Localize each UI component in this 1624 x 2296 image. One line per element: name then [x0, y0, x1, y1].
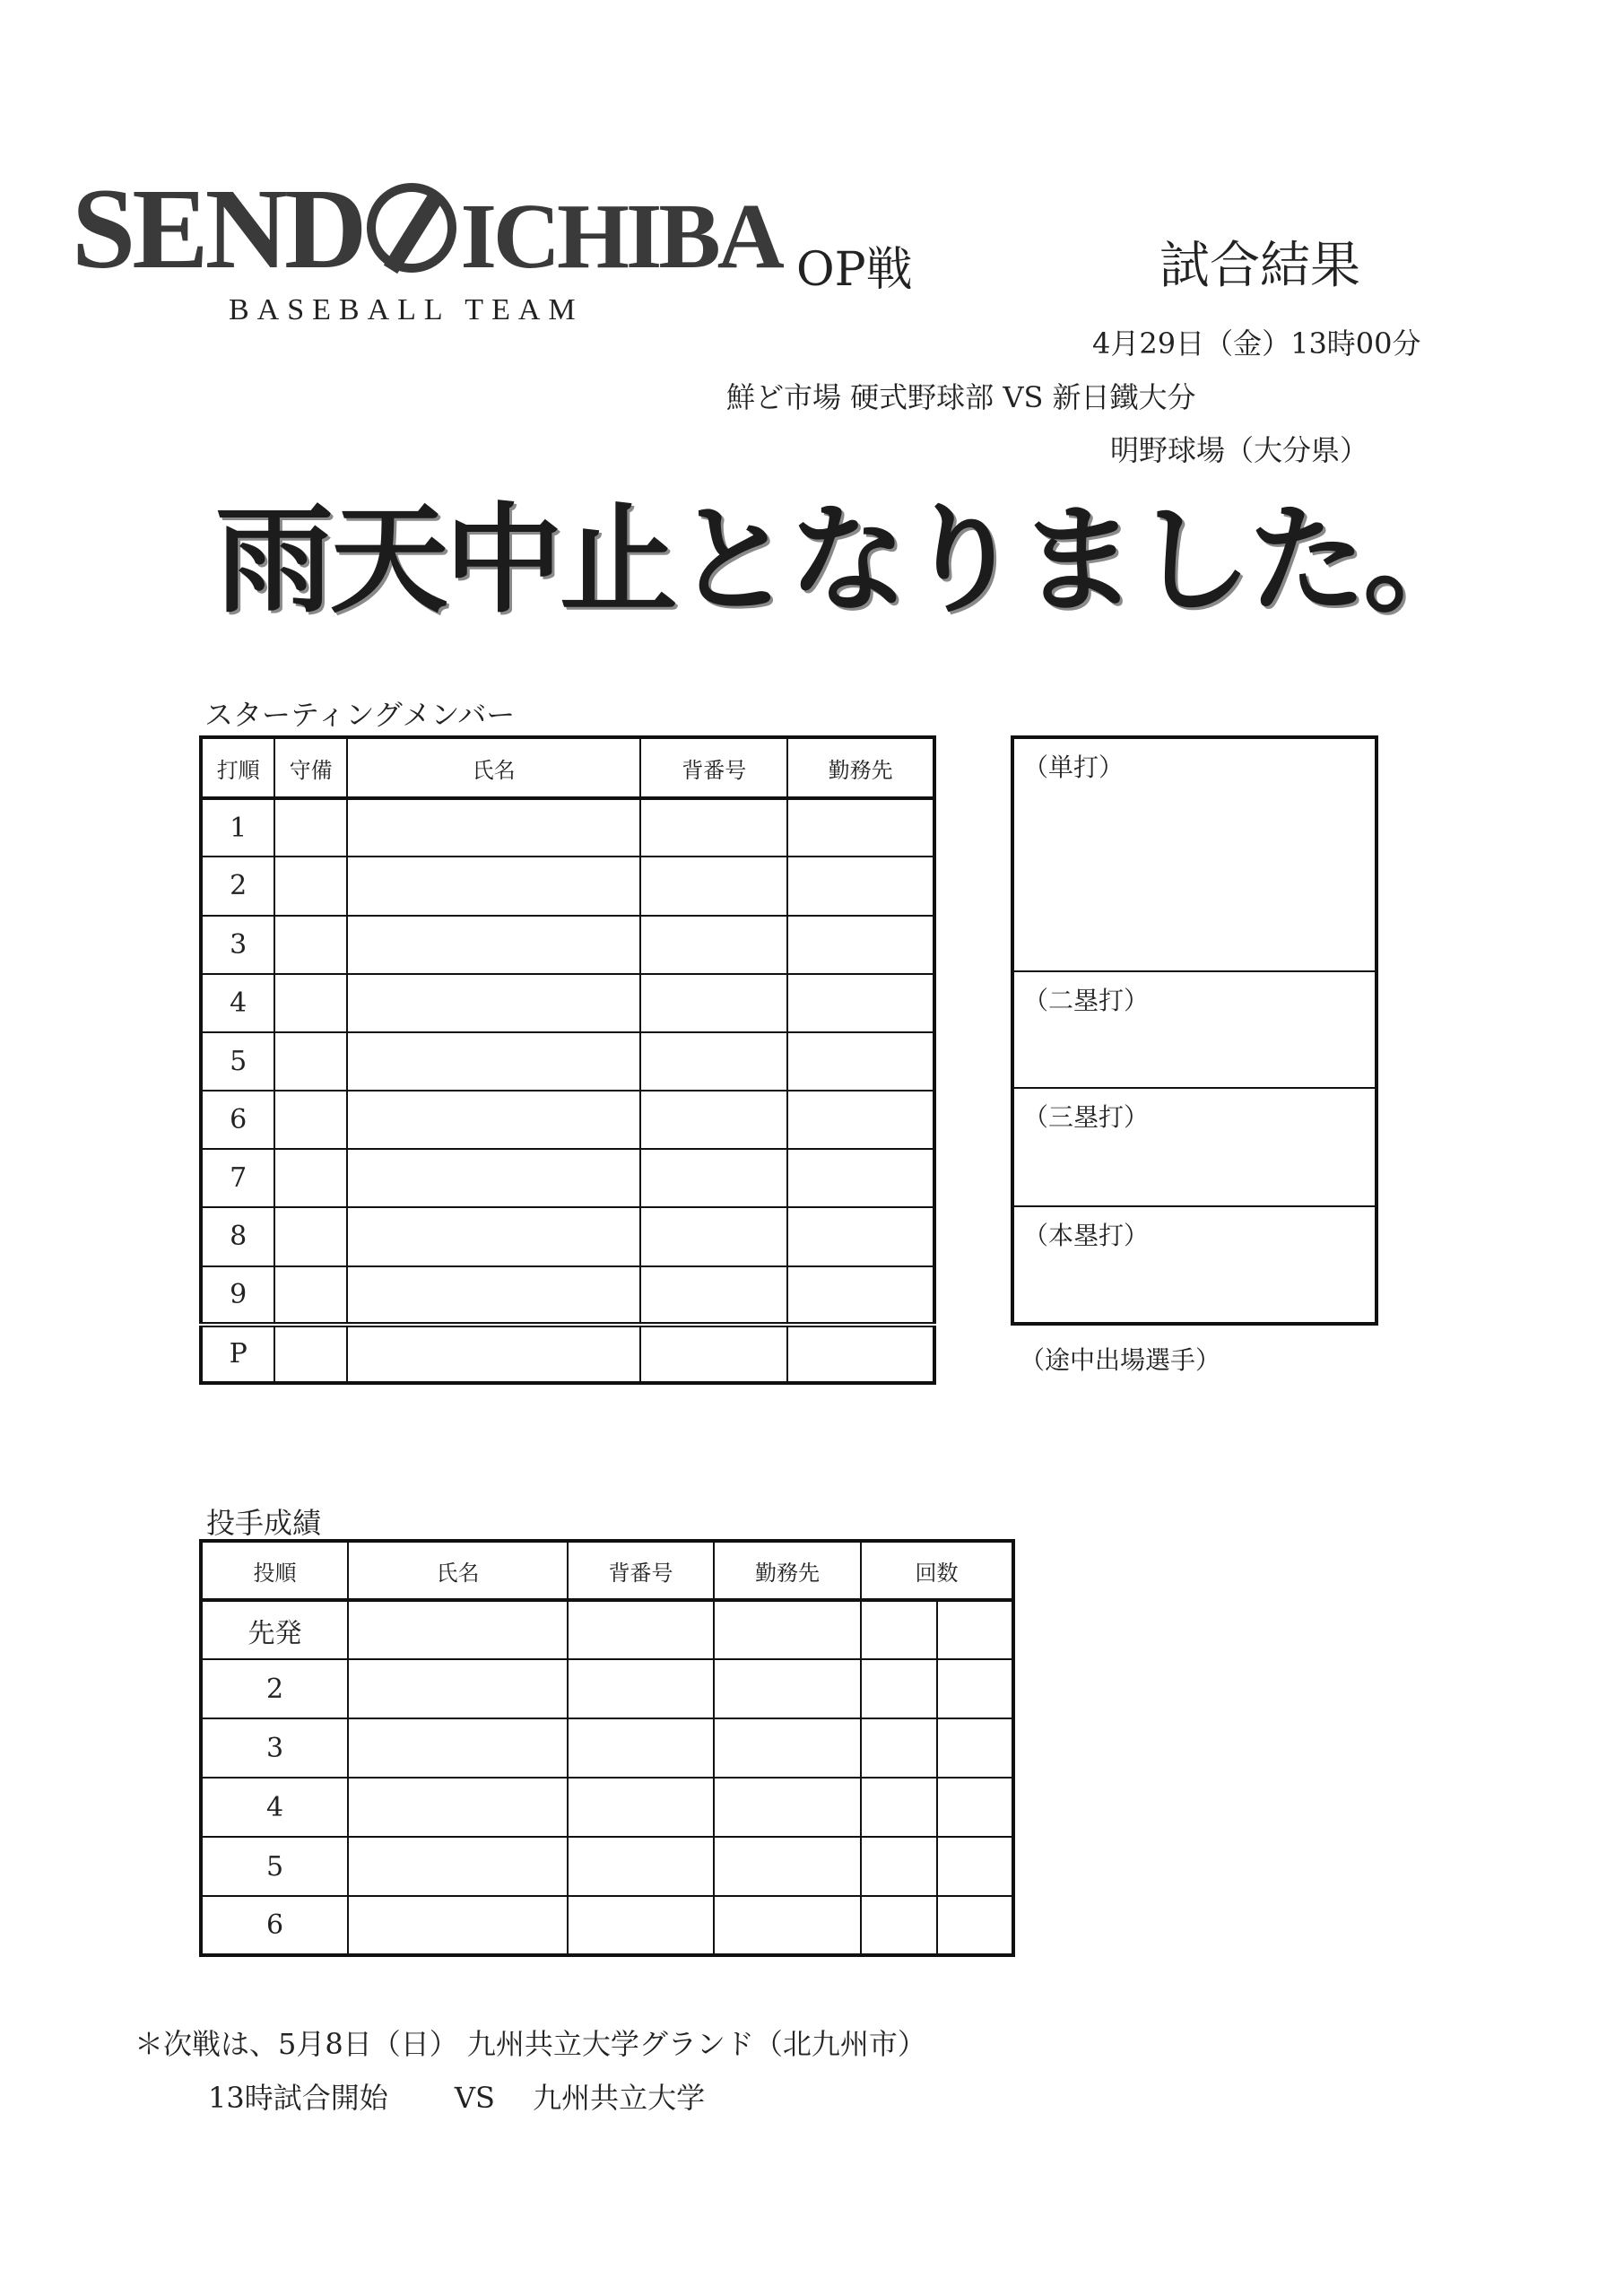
pitching-order: 6: [201, 1896, 348, 1955]
game-type: OP戦: [796, 243, 913, 297]
name-cell: [348, 1778, 568, 1837]
page-title: 試合結果: [1159, 237, 1360, 295]
game-matchup: 鮮ど市場 硬式野球部 VS 新日鐵大分: [726, 380, 1196, 414]
uniform-number-cell: [640, 916, 787, 974]
workplace-cell: [787, 857, 934, 915]
workplace-cell: [787, 974, 934, 1032]
game-datetime: 4月29日（金）13時00分: [1092, 326, 1421, 361]
game-venue: 明野球場（大分県）: [1110, 433, 1369, 467]
uniform-number-cell: [568, 1600, 714, 1659]
name-cell: [347, 1149, 641, 1207]
position-cell: [274, 1207, 346, 1265]
homeruns-label: （本塁打）: [1023, 1221, 1150, 1250]
uniform-number-cell: [640, 1266, 787, 1325]
table-row: [201, 1600, 1013, 1659]
batting-order: 8: [201, 1207, 274, 1265]
homeruns-box: [1011, 1207, 1378, 1326]
uniform-number-cell: [640, 1325, 787, 1383]
logo-text-part1: SEND: [72, 165, 364, 292]
triples-box: [1011, 1089, 1378, 1207]
batting-order: 5: [201, 1032, 274, 1091]
workplace-cell: [714, 1659, 861, 1718]
singles-label: （単打）: [1023, 752, 1125, 782]
table-row: [201, 974, 934, 1032]
position-cell: [274, 798, 346, 857]
starting-members-table: [199, 735, 936, 1385]
position-cell: [274, 1266, 346, 1325]
innings-fraction-cell: [937, 1837, 1013, 1896]
name-cell: [347, 1207, 641, 1265]
workplace-cell: [714, 1778, 861, 1837]
uniform-number-cell: [640, 857, 787, 915]
starting-members-label: スターティングメンバー: [204, 698, 516, 732]
uniform-number-cell: [568, 1778, 714, 1837]
table-row: [201, 916, 934, 974]
uniform-number-cell: [568, 1659, 714, 1718]
innings-fraction-cell: [937, 1896, 1013, 1955]
doubles-label: （二塁打）: [1023, 986, 1150, 1015]
innings-cell: [861, 1718, 937, 1778]
name-cell: [347, 1325, 641, 1383]
name-cell: [347, 857, 641, 915]
column-header: 守備: [274, 737, 346, 798]
batting-order: 4: [201, 974, 274, 1032]
name-cell: [347, 974, 641, 1032]
name-cell: [347, 1266, 641, 1325]
batting-order: 9: [201, 1266, 274, 1325]
workplace-cell: [787, 1032, 934, 1091]
workplace-cell: [787, 916, 934, 974]
innings-fraction-cell: [937, 1659, 1013, 1718]
innings-cell: [861, 1659, 937, 1718]
pitching-order: 5: [201, 1837, 348, 1896]
column-header: 打順: [201, 737, 274, 798]
uniform-number-cell: [568, 1718, 714, 1778]
substitutes-label: （途中出場選手）: [1020, 1345, 1221, 1375]
workplace-cell: [787, 798, 934, 857]
innings-fraction-cell: [937, 1600, 1013, 1659]
name-cell: [347, 1091, 641, 1149]
innings-cell: [861, 1896, 937, 1955]
uniform-number-cell: [640, 798, 787, 857]
position-cell: [274, 857, 346, 915]
uniform-number-cell: [640, 974, 787, 1032]
innings-cell: [861, 1778, 937, 1837]
column-header: 勤務先: [714, 1541, 861, 1600]
table-row: [201, 798, 934, 857]
uniform-number-cell: [640, 1207, 787, 1265]
next-game-line2: 13時試合開始 VS 九州共立大学: [208, 2081, 706, 2115]
position-cell: [274, 1149, 346, 1207]
pitching-label: 投手成績: [206, 1506, 322, 1540]
table-row: [201, 1266, 934, 1325]
workplace-cell: [714, 1718, 861, 1778]
workplace-cell: [787, 1207, 934, 1265]
position-cell: [274, 1032, 346, 1091]
innings-cell: [861, 1600, 937, 1659]
name-cell: [347, 1032, 641, 1091]
position-cell: [274, 1325, 346, 1383]
table-row: [201, 1896, 1013, 1955]
table-row: [201, 857, 934, 915]
workplace-cell: [714, 1837, 861, 1896]
table-header-row: [201, 737, 934, 798]
column-header: 氏名: [347, 737, 641, 798]
table-row: [201, 1718, 1013, 1778]
workplace-cell: [787, 1325, 934, 1383]
uniform-number-cell: [568, 1896, 714, 1955]
batting-order: 7: [201, 1149, 274, 1207]
batting-order: P: [201, 1325, 274, 1383]
batting-order: 2: [201, 857, 274, 915]
column-header: 背番号: [640, 737, 787, 798]
column-header: 投順: [201, 1541, 348, 1600]
name-cell: [348, 1718, 568, 1778]
table-row: [201, 1659, 1013, 1718]
pitching-order: 3: [201, 1718, 348, 1778]
doubles-box: [1011, 972, 1378, 1089]
uniform-number-cell: [640, 1149, 787, 1207]
position-cell: [274, 1091, 346, 1149]
name-cell: [348, 1837, 568, 1896]
column-header: 勤務先: [787, 737, 934, 798]
pitching-order: 4: [201, 1778, 348, 1837]
column-header: 氏名: [348, 1541, 568, 1600]
name-cell: [347, 798, 641, 857]
uniform-number-cell: [640, 1032, 787, 1091]
innings-fraction-cell: [937, 1778, 1013, 1837]
table-row: [201, 1837, 1013, 1896]
triples-label: （三塁打）: [1023, 1102, 1150, 1132]
pitching-table: [199, 1539, 1015, 1957]
innings-fraction-cell: [937, 1718, 1013, 1778]
logo-subtitle: BASEBALL TEAM: [229, 293, 584, 326]
name-cell: [348, 1600, 568, 1659]
position-cell: [274, 974, 346, 1032]
workplace-cell: [787, 1149, 934, 1207]
baseball-logo-icon: [367, 183, 456, 273]
workplace-cell: [787, 1266, 934, 1325]
name-cell: [348, 1896, 568, 1955]
table-row: [201, 1207, 934, 1265]
column-header: 背番号: [568, 1541, 714, 1600]
uniform-number-cell: [640, 1091, 787, 1149]
cancellation-announcement: 雨天中止となりました。: [215, 491, 1478, 630]
name-cell: [348, 1659, 568, 1718]
table-row: [201, 1149, 934, 1207]
table-row: [201, 1778, 1013, 1837]
pitching-order: 先発: [201, 1600, 348, 1659]
table-header-row: [201, 1541, 1013, 1600]
workplace-cell: [714, 1896, 861, 1955]
pitching-order: 2: [201, 1659, 348, 1718]
position-cell: [274, 916, 346, 974]
uniform-number-cell: [568, 1837, 714, 1896]
workplace-cell: [787, 1091, 934, 1149]
table-row-pitcher: [201, 1325, 934, 1383]
table-row: [201, 1032, 934, 1091]
workplace-cell: [714, 1600, 861, 1659]
singles-box: [1011, 735, 1378, 972]
batting-order: 1: [201, 798, 274, 857]
innings-cell: [861, 1837, 937, 1896]
next-game-line1: ＊次戦は、5月8日（日） 九州共立大学グランド（北九州市）: [135, 2027, 926, 2061]
batting-order: 3: [201, 916, 274, 974]
team-logo: [72, 165, 781, 292]
table-row: [201, 1091, 934, 1149]
batting-order: 6: [201, 1091, 274, 1149]
logo-text-part2: ICHIBA: [460, 185, 781, 288]
name-cell: [347, 916, 641, 974]
column-header: 回数: [861, 1541, 1013, 1600]
